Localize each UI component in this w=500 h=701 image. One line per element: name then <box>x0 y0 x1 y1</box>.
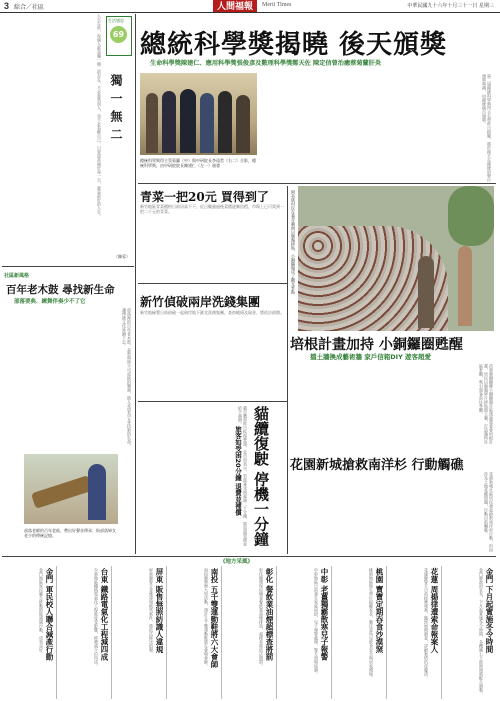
lead-photo <box>140 73 257 155</box>
paper-subtitle: Merit Times <box>262 2 292 8</box>
page-number: 3 <box>4 1 10 11</box>
local-item: 金門 下月起實施冬令時間 金門縣政府宣布，下月起實施冬令時間，各機關上下班時間將配合調整。 <box>441 566 496 699</box>
mao-headline: 貓纜復駛 停機一分鐘 <box>252 406 270 547</box>
alley-photo-caption: 阿美族村民在巷弄牆面以碗盤拼貼，小銅鑼圈成了觀光景點 <box>291 190 296 294</box>
shop-headline: 新竹偵破兩岸洗錢集團 <box>140 295 261 309</box>
mao-subhead: 旅客如受困20分鐘 退費並補償 <box>234 426 242 516</box>
local-item: 彰化 餐飲業油煙超標查將罰 彰化縣環保局稽查餐飲業油煙排放，超標者將依法開罰。 <box>221 566 276 699</box>
alley-headline: 培根計畫加持 小銅鑼圈甦醒 <box>290 337 463 353</box>
local-item: 花蓮 周揚律遭索命報案人 花蓮縣警方日前接獲報案，隨即展開調查，詳細案情仍待釐清。 <box>386 566 441 699</box>
lead-subhead: 生命科學獎陳建仁、應用科學獎張俊彥及數理科學獎鄭天佐 陳定信曾治癒蔡菊蘭肝炎 <box>150 60 382 67</box>
alley-photo <box>298 186 494 331</box>
person-figure <box>418 256 434 328</box>
person-figure <box>180 89 196 153</box>
person-figure <box>236 95 250 153</box>
essay-heading: 獨一無二 <box>109 74 123 146</box>
local-item: 桃園 寶寶定期吞食沙漠窯 桃園地區衛生單位提醒家長，應注意幼兒飲食安全與居家環境。 <box>331 566 386 699</box>
community-body: 部落裡的百年老木鼓，是祭典時不可或缺的樂器，族人希望為它尋找新的生命，讓傳統文化延續下去。 <box>122 308 132 448</box>
person-figure <box>146 93 158 153</box>
lead-body: 第二屆總統科學獎得主名單昨日揭曉，將於後天在總統府舉行頒獎典禮，由總統親自頒獎。 <box>482 74 492 182</box>
section-name: 綜合／社區 <box>14 4 45 11</box>
person-figure <box>162 91 176 153</box>
paper-logo: 人間福報 <box>213 0 257 12</box>
issue-date: 中華民國九十六年十月三十一日 星期三 <box>407 3 494 9</box>
local-item: 南投 五千雙運動鞋將六大會師 南投縣舉辦大型活動，預計五千雙運動鞋將在會場會師。 <box>166 566 221 699</box>
community-subhead: 部落要典．練舞伴奏少不了它 <box>14 299 86 305</box>
mao-body: 貓空纜車昨日恢復營運，北市府表示，若旅客受困超過二十分鐘，將退還票價並給予補償。 <box>238 406 248 546</box>
community-headline: 百年老木鼓 尋找新生命 <box>6 284 115 296</box>
local-news-grid <box>2 566 496 699</box>
tree <box>448 186 494 246</box>
person-figure <box>88 464 106 520</box>
essay-body: 人生在世，每個人都是獨一無二的存在，不必羨慕別人，也不必看輕自己。只要認真過好每一天，就是最好的人生。 <box>97 14 102 218</box>
essay-badge: 生活感思 69 <box>106 16 132 56</box>
local-item: 台東 鐵路電氣化工程減四成 台東地區鐵路電氣化工程進度受影響，經費減少約四成。 <box>56 566 111 699</box>
qingcai-headline: 青菜一把20元 買得到了 <box>140 190 269 204</box>
local-item: 屏東 販售無照紡識人違規 屏東縣警方查獲違規販售案件，將依法移送偵辦。 <box>111 566 166 699</box>
essay-author: （陳蓉） <box>114 254 130 259</box>
essay-column <box>2 14 133 264</box>
local-item: 金門 軍民校人聯合減產行動 金門地區軍民聯合推動節能減碳行動，成效良好。 <box>39 568 54 661</box>
person-figure <box>200 93 214 153</box>
shop-body: 新竹地檢署日前偵破一起兩岸地下匯兌洗錢集團，查扣帳冊及現金，將依法偵辦。 <box>140 310 284 315</box>
community-badge: 社區新風格 <box>4 273 30 279</box>
lead-photo-caption: 總統科學獎得主蔡菊蘭（中）與中研院長李遠哲（右二）合影，總統科學獎，由中研院院長陳建仁（左一）頒發 <box>140 158 256 168</box>
person-figure <box>218 91 232 153</box>
badge-emblem: 69 <box>110 26 127 43</box>
community-photo <box>24 454 118 524</box>
alley-subhead: 擋土牆換成藝術牆 家戶信箱DIY 遊客超愛 <box>310 353 432 361</box>
drum <box>31 475 93 509</box>
hualien-body: 花園新城社區居民發起搶救南洋杉行動，但因涉及土地產權問題，行動目前觸礁。 <box>484 472 494 552</box>
alley-body: 苗栗縣銅鑼鄉小銅鑼圈社區透過農委會培根計畫，居民以碗盤碎片拼貼擋土牆，打造獨特社區景觀，吸引遊客前往參觀。 <box>479 364 494 444</box>
hualien-headline: 花園新城搶救南洋杉 行動觸礁 <box>290 458 464 473</box>
community-photo-caption: 部落老師的百年老鼓，帶出好聲音傳承；盼部落婦女老少的傳統記憶。 <box>24 528 116 538</box>
local-section-label: 《地方采風》 <box>220 559 254 565</box>
local-item: 中彰 老薑獨霸散寒兒子報警 中彰地區日前發生家庭糾紛，兒子報警處理，警方到場協調。 <box>276 566 331 699</box>
lead-headline: 總統科學獎揭曉 後天頒獎 <box>140 30 448 60</box>
person-figure <box>458 246 472 326</box>
masthead <box>0 0 500 13</box>
qingcai-body: 新竹地區青菜價格日前居高不下，近日颱風過後菜價逐漸回穩，市場上已可買到一把二十元的青菜。 <box>140 204 284 214</box>
